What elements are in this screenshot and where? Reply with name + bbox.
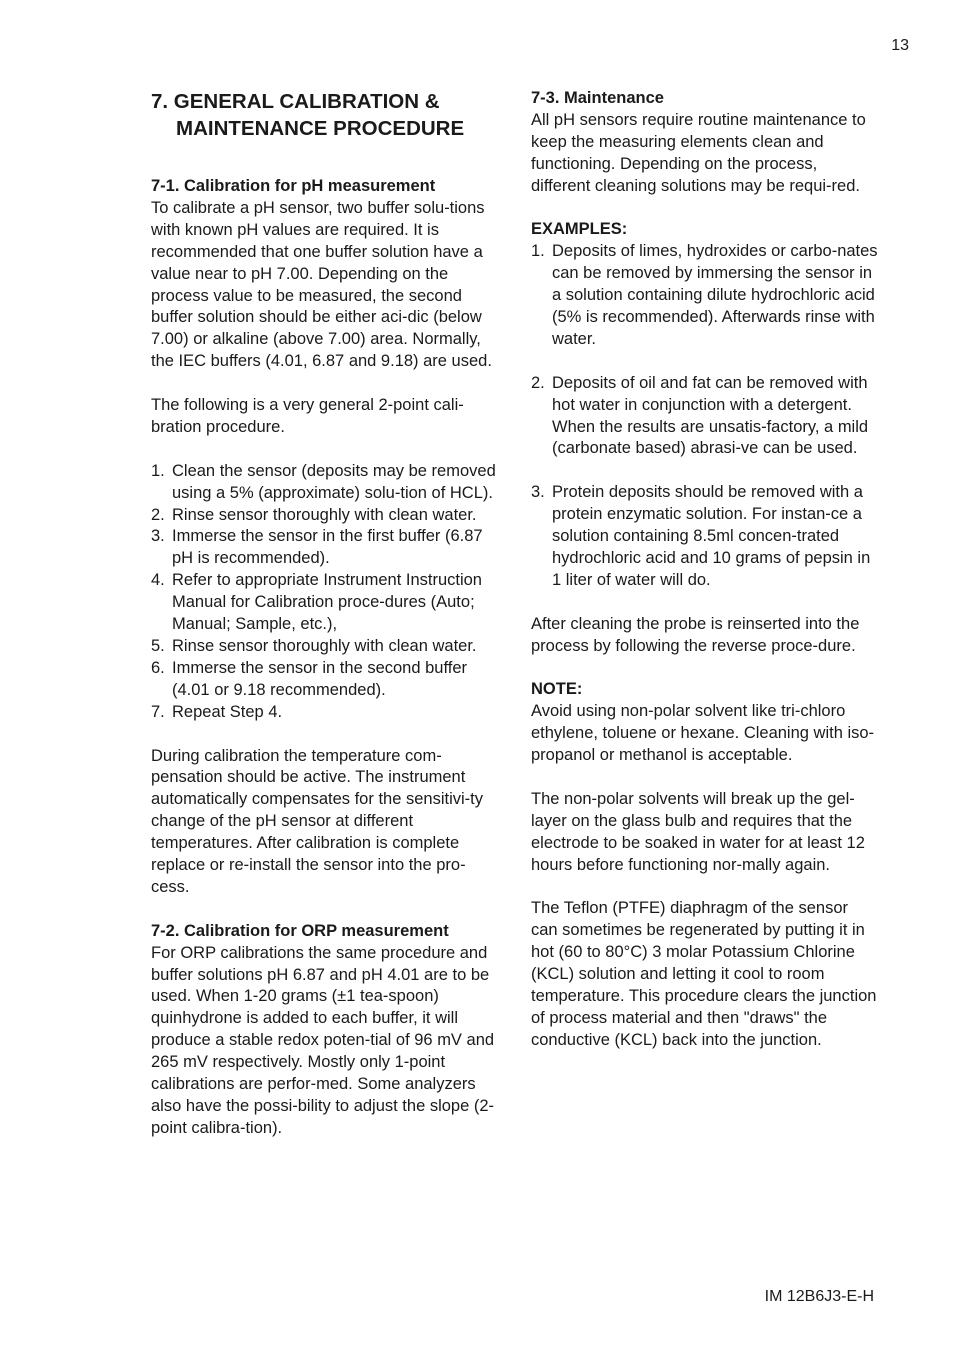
section-heading-maintenance: 7-3. Maintenance (531, 89, 664, 107)
examples-list-cont (531, 373, 879, 461)
maintenance-paragraph: All pH sensors require routine maintenance to keep the measuring elements clean and functioning. Depending on the process, different cleaning solutions may be requi-red. (531, 110, 866, 195)
list-item: 6. Immerse the sensor in the second buffer (4.01 or 9.18 recommended). (151, 658, 468, 699)
orp-paragraph: For ORP calibrations the same procedure and buffer solutions pH 6.87 and pH 4.01 are to be used. When 1-20 grams (±1 tea-spoon) quinhydrone is added to each buffer, it will produce a stable redox poten-tial of 96 mV and 265 mV respectively. Mostly only 1-point calibrations are perfor-med. Some analyzers also have the possi-bility to adjust the slope (2-point calibra-tion). (151, 943, 495, 1137)
page-number: 13 (891, 37, 909, 54)
section-heading-ph: 7-1. Calibration for pH measurement (151, 177, 436, 195)
note-paragraph-1: Avoid using non-polar solvent like tri-chloro ethylene, toluene or hexane. Cleaning with iso-propanol or methanol is acceptable. (531, 702, 875, 765)
chapter-title-line2: MAINTENANCE PROCEDURE (176, 117, 465, 140)
list-item: 5. Rinse sensor thoroughly with clean water. (151, 637, 477, 655)
temperature-compensation-paragraph: During calibration the temperature com-pensation should be active. The instrument automatically compensates for the sensitivi-ty change of the pH sensor at different temperatures. After calibration is complete replace or re-install the sensor into the pro-cess. (151, 746, 483, 896)
note-paragraph-3: The Teflon (PTFE) diaphragm of the sensor can sometimes be regenerated by putting it in hot (60 to 80°C) 3 molar Potassium Chlorine (KCL) solution and letting it cool to room temperature. This procedure clears the junction of process material and then "draws" the conductive (KCL) back into the junction. (531, 899, 877, 1049)
list-item: 2. Deposits of oil and fat can be removed with hot water in conjunction with a detergent. When the results are unsatis-factory, a mild (carbonate based) abrasi-ve can be used. (531, 373, 869, 458)
left-column (151, 88, 496, 1140)
list-item: 4. Refer to appropriate Instrument Instruction Manual for Calibration proce-dures (Auto; Manual; Sample, etc.), (151, 571, 482, 634)
section-heading-orp: 7-2. Calibration for ORP measurement (151, 921, 449, 940)
list-item: 2. Rinse sensor thoroughly with clean water. (151, 505, 477, 524)
examples-list-cont (531, 482, 879, 592)
document-code: IM 12B6J3-E-H (764, 1288, 874, 1305)
list-item: 1. Clean the sensor (deposits may be removed using a 5% (approximate) solu-tion of HCL). (151, 461, 496, 502)
list-item: 7. Repeat Step 4. (151, 702, 283, 721)
after-cleaning-paragraph: After cleaning the probe is reinserted into the process by following the reverse proce-dure. (531, 614, 860, 655)
chapter-title (151, 88, 496, 142)
ph-procedure-intro: The following is a very general 2-point cali-bration procedure. (151, 396, 464, 436)
examples-list (531, 241, 879, 351)
list-item: 3. Protein deposits should be removed with a protein enzymatic solution. For instan-ce a solution containing 8.5ml concen-trated hydrochloric acid and 10 grams of pepsin in 1 liter of water will do. (531, 483, 871, 589)
list-item: 3. Immerse the sensor in the first buffer (6.87 pH is recommended). (151, 527, 483, 568)
list-item: 1. Deposits of limes, hydroxides or carbo-nates can be removed by immersing the sensor in a solution containing dilute hydrochloric acid (5% is recommended). Afterwards rinse with water. (531, 242, 878, 348)
note-paragraph-2: The non-polar solvents will break up the gel-layer on the glass bulb and requires that the electrode to be soaked in water for at least 12 hours before functioning nor-mally again. (531, 789, 865, 874)
examples-heading: EXAMPLES: (531, 220, 628, 239)
calibration-steps-list (151, 461, 496, 724)
note-heading: NOTE: (531, 680, 583, 699)
chapter-title-line1: 7. GENERAL CALIBRATION & (151, 90, 440, 113)
right-column (531, 88, 879, 1052)
ph-intro-paragraph: To calibrate a pH sensor, two buffer solu-tions with known pH values are required. It is recommended that one buffer solution have a value near to pH 7.00. Depending on the process value to be measured, the second buffer solution should be either aci-dic (below 7.00) or alkaline (above 7.00) area. Normally, the IEC buffers (4.01, 6.87 and 9.18) are used. (151, 198, 492, 371)
